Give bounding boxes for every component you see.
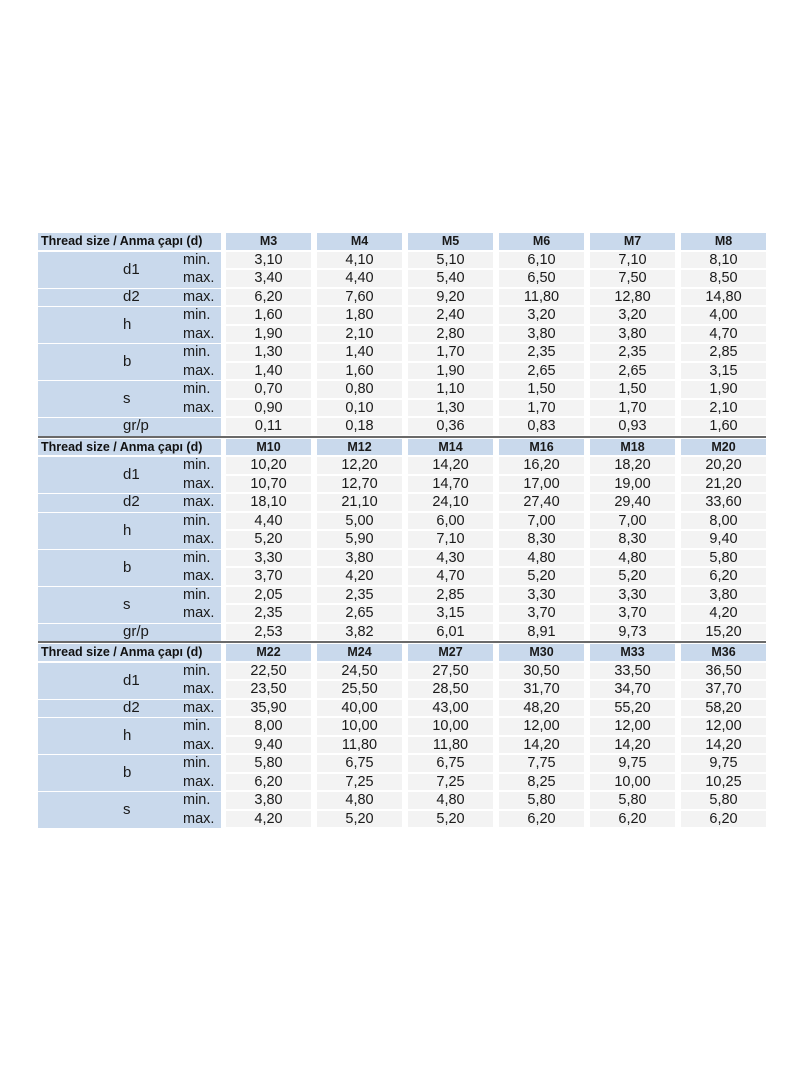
table-cell: 1,90	[226, 326, 311, 343]
thread-size-header: M6	[499, 233, 584, 250]
table-row	[38, 604, 766, 623]
table-cell: 1,90	[681, 381, 766, 398]
table-cell: 36,50	[681, 663, 766, 680]
table-cell: 3,70	[499, 605, 584, 622]
table-cell: 3,15	[681, 363, 766, 380]
min-max-label: min.	[183, 662, 211, 679]
header-label: Thread size / Anma çapı (d)	[38, 439, 221, 456]
table-cell: 2,65	[499, 363, 584, 380]
table-cell: 10,00	[590, 774, 675, 791]
table-cell: 1,40	[226, 363, 311, 380]
min-max-label: min.	[183, 457, 211, 473]
table-row	[38, 493, 766, 512]
table-cell: 3,20	[499, 307, 584, 324]
param-group	[38, 791, 766, 828]
param-group	[38, 493, 766, 512]
thread-size-header: M24	[317, 644, 402, 661]
table-cell: 22,50	[226, 663, 311, 680]
min-max-label: max.	[183, 810, 215, 827]
table-cell: 7,00	[590, 513, 675, 530]
table-cell: 1,10	[408, 381, 493, 398]
table-cell: 2,05	[226, 587, 311, 604]
table-cell: 5,80	[499, 792, 584, 809]
min-max-label: min.	[183, 307, 211, 323]
table-row	[38, 362, 766, 381]
param-group	[38, 512, 766, 549]
table-cell: 10,00	[408, 718, 493, 735]
table-cell: 7,10	[590, 252, 675, 269]
param-group	[38, 549, 766, 586]
table-cell: 9,20	[408, 289, 493, 306]
table-row	[38, 680, 766, 699]
table-cell: 4,10	[317, 252, 402, 269]
table-cell: 1,60	[317, 363, 402, 380]
table-cell: 1,90	[408, 363, 493, 380]
table-cell: 14,20	[681, 737, 766, 754]
table-row	[38, 306, 766, 325]
table-cell: 2,85	[681, 344, 766, 361]
min-max-label: min.	[183, 512, 211, 529]
min-max-label: max.	[183, 362, 215, 379]
table-cell: 29,40	[590, 494, 675, 511]
table-cell: 5,20	[590, 568, 675, 585]
table-cell: 2,40	[408, 307, 493, 324]
header-label: Thread size / Anma çapı (d)	[38, 233, 221, 250]
table-cell: 5,80	[590, 792, 675, 809]
header-row	[38, 643, 766, 662]
table-cell: 5,20	[226, 531, 311, 548]
table-cell: 8,30	[499, 531, 584, 548]
table-cell: 4,40	[317, 270, 402, 287]
table-cell: 7,25	[317, 774, 402, 791]
table-cell: 3,20	[590, 307, 675, 324]
table-cell: 24,10	[408, 494, 493, 511]
table-cell: 1,30	[226, 344, 311, 361]
table-row	[38, 417, 766, 436]
table-cell: 6,20	[681, 568, 766, 585]
param-name: h	[123, 727, 132, 744]
table-row	[38, 288, 766, 307]
table-cell: 11,80	[499, 289, 584, 306]
table-cell: 5,10	[408, 252, 493, 269]
table-cell: 5,20	[499, 568, 584, 585]
param-group	[38, 754, 766, 791]
min-max-label: min.	[183, 344, 211, 360]
table-cell: 3,15	[408, 605, 493, 622]
thread-size-header: M20	[681, 439, 766, 456]
table-cell: 12,80	[590, 289, 675, 306]
thread-size-header: M33	[590, 644, 675, 661]
table-cell: 16,20	[499, 457, 584, 474]
table-cell: 9,40	[226, 737, 311, 754]
param-group	[38, 417, 766, 436]
param-name: d1	[123, 671, 140, 689]
table-cell: 3,80	[681, 587, 766, 604]
thread-size-table	[38, 232, 766, 828]
table-section	[38, 641, 766, 828]
param-group	[38, 380, 766, 417]
table-cell: 5,80	[681, 550, 766, 567]
table-cell: 8,00	[681, 513, 766, 530]
param-group	[38, 717, 766, 754]
table-cell: 0,10	[317, 400, 402, 417]
thread-size-header: M8	[681, 233, 766, 250]
table-row	[38, 475, 766, 494]
table-cell: 15,20	[681, 624, 766, 641]
table-cell: 2,85	[408, 587, 493, 604]
table-cell: 0,11	[226, 418, 311, 435]
table-row	[38, 662, 766, 681]
table-cell: 6,75	[408, 755, 493, 772]
table-cell: 3,40	[226, 270, 311, 287]
table-cell: 7,50	[590, 270, 675, 287]
param-name: d2	[123, 698, 140, 716]
min-max-label: min.	[183, 755, 211, 771]
param-name: d1	[123, 466, 140, 483]
param-group	[38, 343, 766, 380]
table-cell: 10,70	[226, 476, 311, 493]
min-max-label: max.	[183, 773, 215, 790]
table-row	[38, 699, 766, 718]
min-max-label: max.	[183, 288, 215, 305]
table-row	[38, 717, 766, 736]
param-name: d1	[123, 260, 140, 278]
table-cell: 1,60	[681, 418, 766, 435]
table-cell: 4,70	[681, 326, 766, 343]
table-cell: 1,80	[317, 307, 402, 324]
table-cell: 1,70	[590, 400, 675, 417]
table-cell: 31,70	[499, 681, 584, 698]
param-group	[38, 456, 766, 493]
table-cell: 9,75	[590, 755, 675, 772]
table-cell: 25,50	[317, 681, 402, 698]
table-row	[38, 810, 766, 829]
table-cell: 23,50	[226, 681, 311, 698]
table-cell: 7,60	[317, 289, 402, 306]
table-cell: 9,73	[590, 624, 675, 641]
table-cell: 10,25	[681, 774, 766, 791]
param-name: d2	[123, 493, 140, 510]
table-cell: 4,20	[317, 568, 402, 585]
param-name: b	[123, 764, 132, 781]
table-cell: 1,30	[408, 400, 493, 417]
table-cell: 4,30	[408, 550, 493, 567]
table-cell: 8,10	[681, 252, 766, 269]
table-cell: 4,20	[226, 811, 311, 828]
table-cell: 5,00	[317, 513, 402, 530]
table-cell: 2,80	[408, 326, 493, 343]
table-cell: 6,01	[408, 624, 493, 641]
table-cell: 1,70	[499, 400, 584, 417]
table-cell: 4,40	[226, 513, 311, 530]
table-section	[38, 436, 766, 642]
table-cell: 10,20	[226, 457, 311, 474]
table-row	[38, 549, 766, 568]
min-max-label: min.	[183, 251, 211, 268]
min-max-label: min.	[183, 549, 211, 566]
table-cell: 2,35	[499, 344, 584, 361]
table-row	[38, 456, 766, 475]
table-cell: 3,80	[226, 792, 311, 809]
table-row	[38, 512, 766, 531]
thread-size-header: M10	[226, 439, 311, 456]
table-cell: 6,10	[499, 252, 584, 269]
param-name: h	[123, 316, 132, 333]
table-cell: 11,80	[408, 737, 493, 754]
param-name: gr/p	[123, 622, 149, 640]
table-cell: 0,83	[499, 418, 584, 435]
table-cell: 30,50	[499, 663, 584, 680]
table-cell: 3,80	[499, 326, 584, 343]
table-cell: 6,20	[226, 774, 311, 791]
table-cell: 5,20	[317, 811, 402, 828]
table-cell: 6,50	[499, 270, 584, 287]
thread-size-header: M22	[226, 644, 311, 661]
table-cell: 4,80	[317, 792, 402, 809]
table-cell: 4,20	[681, 605, 766, 622]
table-cell: 9,75	[681, 755, 766, 772]
table-row	[38, 269, 766, 288]
table-cell: 17,00	[499, 476, 584, 493]
param-group	[38, 586, 766, 623]
table-cell: 0,18	[317, 418, 402, 435]
table-cell: 5,80	[681, 792, 766, 809]
thread-size-header: M12	[317, 439, 402, 456]
table-cell: 6,20	[226, 289, 311, 306]
thread-size-header: M7	[590, 233, 675, 250]
thread-size-header: M18	[590, 439, 675, 456]
table-cell: 18,10	[226, 494, 311, 511]
table-cell: 5,90	[317, 531, 402, 548]
thread-size-header: M16	[499, 439, 584, 456]
table-cell: 9,40	[681, 531, 766, 548]
table-cell: 1,40	[317, 344, 402, 361]
table-row	[38, 343, 766, 362]
table-cell: 8,25	[499, 774, 584, 791]
table-cell: 2,65	[317, 605, 402, 622]
param-group	[38, 623, 766, 642]
table-cell: 12,70	[317, 476, 402, 493]
table-cell: 3,80	[317, 550, 402, 567]
table-row	[38, 791, 766, 810]
table-cell: 27,50	[408, 663, 493, 680]
table-cell: 0,36	[408, 418, 493, 435]
table-cell: 14,70	[408, 476, 493, 493]
min-max-label: max.	[183, 681, 215, 697]
table-row	[38, 399, 766, 418]
table-cell: 1,50	[499, 381, 584, 398]
table-cell: 8,91	[499, 624, 584, 641]
min-max-label: max.	[183, 494, 215, 510]
table-cell: 5,40	[408, 270, 493, 287]
param-group	[38, 306, 766, 343]
table-cell: 3,10	[226, 252, 311, 269]
table-row	[38, 325, 766, 344]
table-cell: 0,80	[317, 381, 402, 398]
table-cell: 7,00	[499, 513, 584, 530]
table-row	[38, 567, 766, 586]
table-cell: 2,35	[226, 605, 311, 622]
table-cell: 8,00	[226, 718, 311, 735]
table-cell: 0,93	[590, 418, 675, 435]
table-cell: 3,80	[590, 326, 675, 343]
table-cell: 4,80	[408, 792, 493, 809]
table-row	[38, 623, 766, 642]
table-cell: 43,00	[408, 700, 493, 717]
param-name: d2	[123, 287, 140, 305]
table-row	[38, 754, 766, 773]
table-cell: 40,00	[317, 700, 402, 717]
table-cell: 3,82	[317, 624, 402, 641]
table-cell: 20,20	[681, 457, 766, 474]
table-cell: 6,20	[681, 811, 766, 828]
table-cell: 5,20	[408, 811, 493, 828]
table-cell: 6,20	[499, 811, 584, 828]
param-name: gr/p	[123, 417, 149, 434]
table-cell: 7,25	[408, 774, 493, 791]
table-cell: 5,80	[226, 755, 311, 772]
table-cell: 2,65	[590, 363, 675, 380]
table-cell: 4,00	[681, 307, 766, 324]
param-name: s	[123, 801, 131, 818]
table-cell: 1,50	[590, 381, 675, 398]
table-cell: 35,90	[226, 700, 311, 717]
min-max-label: max.	[183, 270, 215, 286]
table-row	[38, 530, 766, 549]
table-cell: 28,50	[408, 681, 493, 698]
table-cell: 14,20	[408, 457, 493, 474]
thread-size-header: M27	[408, 644, 493, 661]
table-cell: 0,70	[226, 381, 311, 398]
min-max-label: max.	[183, 736, 215, 753]
table-cell: 7,75	[499, 755, 584, 772]
min-max-label: max.	[183, 399, 215, 416]
table-cell: 10,00	[317, 718, 402, 735]
thread-size-header: M30	[499, 644, 584, 661]
table-row	[38, 773, 766, 792]
table-row	[38, 586, 766, 605]
table-cell: 2,10	[681, 400, 766, 417]
header-label: Thread size / Anma çapı (d)	[38, 644, 221, 661]
min-max-label: max.	[183, 531, 215, 547]
header-row	[38, 438, 766, 457]
table-cell: 3,30	[590, 587, 675, 604]
table-cell: 19,00	[590, 476, 675, 493]
table-cell: 58,20	[681, 700, 766, 717]
table-cell: 2,53	[226, 624, 311, 641]
min-max-label: max.	[183, 568, 215, 584]
table-cell: 18,20	[590, 457, 675, 474]
table-cell: 37,70	[681, 681, 766, 698]
min-max-label: min.	[183, 718, 211, 734]
param-name: h	[123, 521, 132, 539]
table-cell: 2,35	[317, 587, 402, 604]
table-cell: 3,70	[590, 605, 675, 622]
table-cell: 33,60	[681, 494, 766, 511]
min-max-label: max.	[183, 605, 215, 621]
table-cell: 6,75	[317, 755, 402, 772]
table-cell: 2,35	[590, 344, 675, 361]
thread-size-header: M3	[226, 233, 311, 250]
table-cell: 3,70	[226, 568, 311, 585]
table-cell: 55,20	[590, 700, 675, 717]
table-cell: 34,70	[590, 681, 675, 698]
param-name: s	[123, 390, 131, 407]
min-max-label: min.	[183, 381, 211, 397]
thread-size-header: M4	[317, 233, 402, 250]
param-name: b	[123, 558, 132, 576]
table-cell: 3,30	[226, 550, 311, 567]
table-cell: 21,20	[681, 476, 766, 493]
table-cell: 12,00	[590, 718, 675, 735]
table-cell: 6,00	[408, 513, 493, 530]
table-cell: 3,30	[499, 587, 584, 604]
table-cell: 8,50	[681, 270, 766, 287]
param-group	[38, 699, 766, 718]
table-row	[38, 380, 766, 399]
table-cell: 11,80	[317, 737, 402, 754]
table-cell: 0,90	[226, 400, 311, 417]
table-cell: 14,20	[499, 737, 584, 754]
header-row	[38, 232, 766, 251]
param-group	[38, 251, 766, 288]
thread-size-header: M5	[408, 233, 493, 250]
table-cell: 8,30	[590, 531, 675, 548]
param-group	[38, 662, 766, 699]
table-cell: 12,00	[499, 718, 584, 735]
table-cell: 14,80	[681, 289, 766, 306]
table-cell: 12,00	[681, 718, 766, 735]
table-cell: 21,10	[317, 494, 402, 511]
table-cell: 24,50	[317, 663, 402, 680]
table-cell: 4,80	[590, 550, 675, 567]
min-max-label: max.	[183, 699, 215, 716]
table-cell: 1,60	[226, 307, 311, 324]
min-max-label: min.	[183, 586, 211, 603]
table-cell: 12,20	[317, 457, 402, 474]
table-section	[38, 232, 766, 436]
table-cell: 6,20	[590, 811, 675, 828]
min-max-label: min.	[183, 792, 211, 808]
table-row	[38, 251, 766, 270]
param-name: b	[123, 353, 132, 370]
min-max-label: max.	[183, 475, 215, 492]
param-group	[38, 288, 766, 307]
table-cell: 2,10	[317, 326, 402, 343]
table-cell: 27,40	[499, 494, 584, 511]
table-cell: 33,50	[590, 663, 675, 680]
thread-size-header: M36	[681, 644, 766, 661]
param-name: s	[123, 595, 131, 613]
table-cell: 4,80	[499, 550, 584, 567]
table-cell: 1,70	[408, 344, 493, 361]
table-cell: 4,70	[408, 568, 493, 585]
table-cell: 7,10	[408, 531, 493, 548]
table-row	[38, 736, 766, 755]
table-cell: 14,20	[590, 737, 675, 754]
thread-size-header: M14	[408, 439, 493, 456]
table-cell: 48,20	[499, 700, 584, 717]
min-max-label: max.	[183, 325, 215, 342]
